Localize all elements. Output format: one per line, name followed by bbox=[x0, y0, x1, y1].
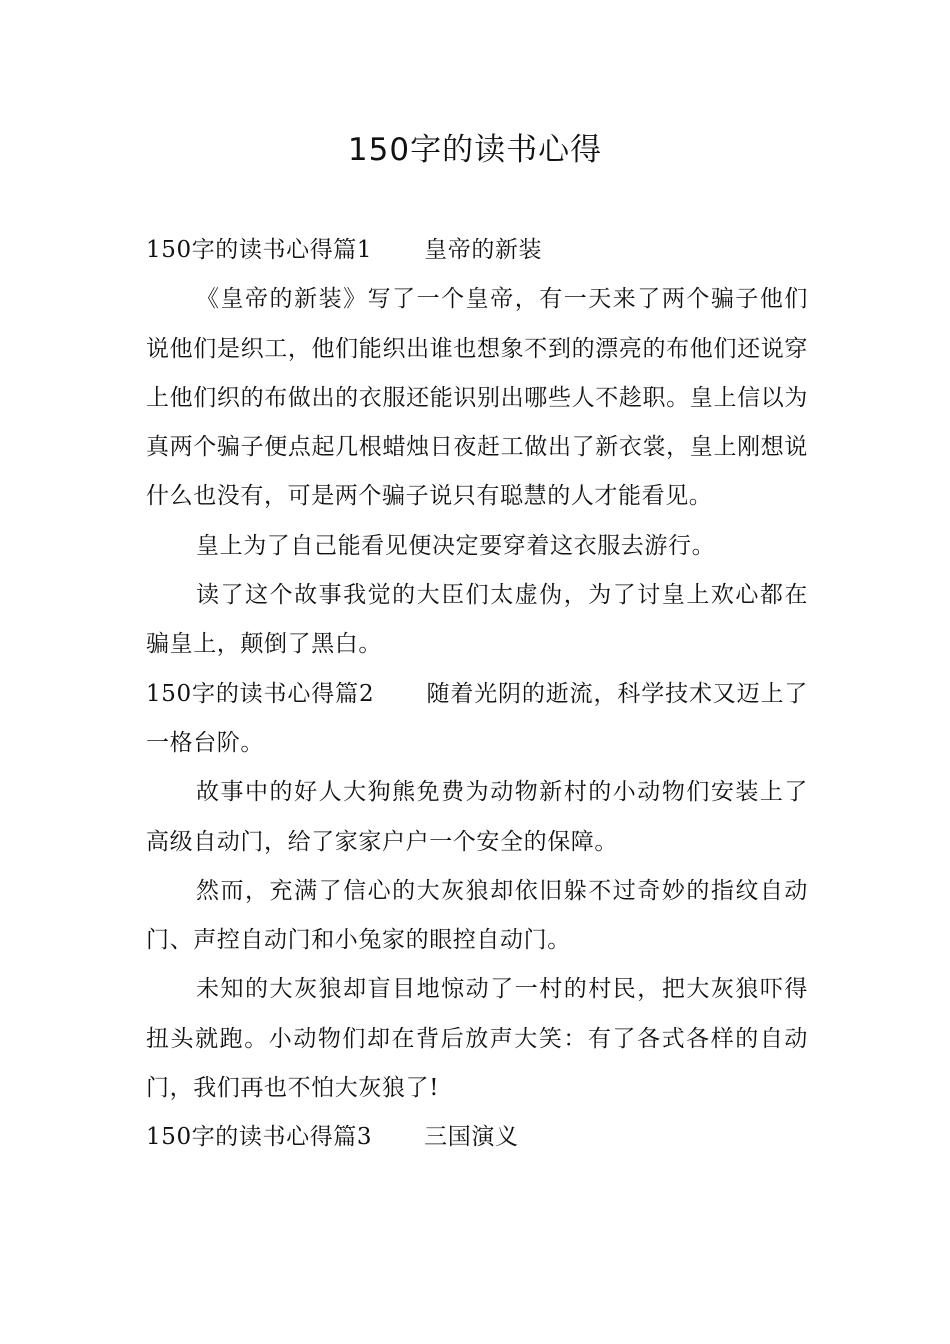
paragraph: 未知的大灰狼却盲目地惊动了一村的村民，把大灰狼吓得扭头就跑。小动物们却在背后放声大笑：有了各式各样的自动门，我们再也不怕大灰狼了! bbox=[146, 976, 808, 1102]
document-title: 150字的读书心得 bbox=[347, 132, 603, 168]
section-heading-3 bbox=[146, 1113, 808, 1162]
section-heading-label: 150字的读书心得篇3 bbox=[146, 1124, 373, 1151]
section-heading-label: 150字的读书心得篇2 bbox=[146, 680, 375, 707]
section-heading-text: 随着光阴的逝流，科学技术又迈上了一格台阶。 bbox=[146, 680, 808, 756]
section-heading-1 bbox=[146, 226, 808, 275]
paragraph: 《皇帝的新装》写了一个皇帝，有一天来了两个骗子他们说他们是织工，他们能织出谁也想象不到的漂亮的布他们还说穿上他们织的布做出的衣服还能识别出哪些人不趁职。皇上信以为真两个骗子便点起几根蜡烛日夜赶工做出了新衣裳，皇上刚想说什么也没有，可是两个骗子说只有聪慧的人才能看见。 bbox=[146, 286, 808, 510]
document-body bbox=[146, 226, 808, 1163]
paragraph: 读了这个故事我觉的大臣们太虚伪，为了讨皇上欢心都在骗皇上，颠倒了黑白。 bbox=[146, 582, 808, 658]
section-heading-text: 皇帝的新装 bbox=[424, 237, 543, 263]
section-heading-2 bbox=[146, 670, 808, 769]
paragraph: 皇上为了自己能看见便决定要穿着这衣服去游行。 bbox=[196, 532, 716, 559]
section-heading-text: 三国演义 bbox=[424, 1124, 519, 1151]
section-heading-label: 150字的读书心得篇1 bbox=[146, 237, 373, 263]
paragraph: 然而，充满了信心的大灰狼却依旧躲不过奇妙的指纹自动门、声控自动门和小兔家的眼控自动门。 bbox=[146, 877, 808, 954]
paragraph: 故事中的好人大狗熊免费为动物新村的小动物们安装上了高级自动门，给了家家户户一个安全的保障。 bbox=[146, 779, 808, 855]
